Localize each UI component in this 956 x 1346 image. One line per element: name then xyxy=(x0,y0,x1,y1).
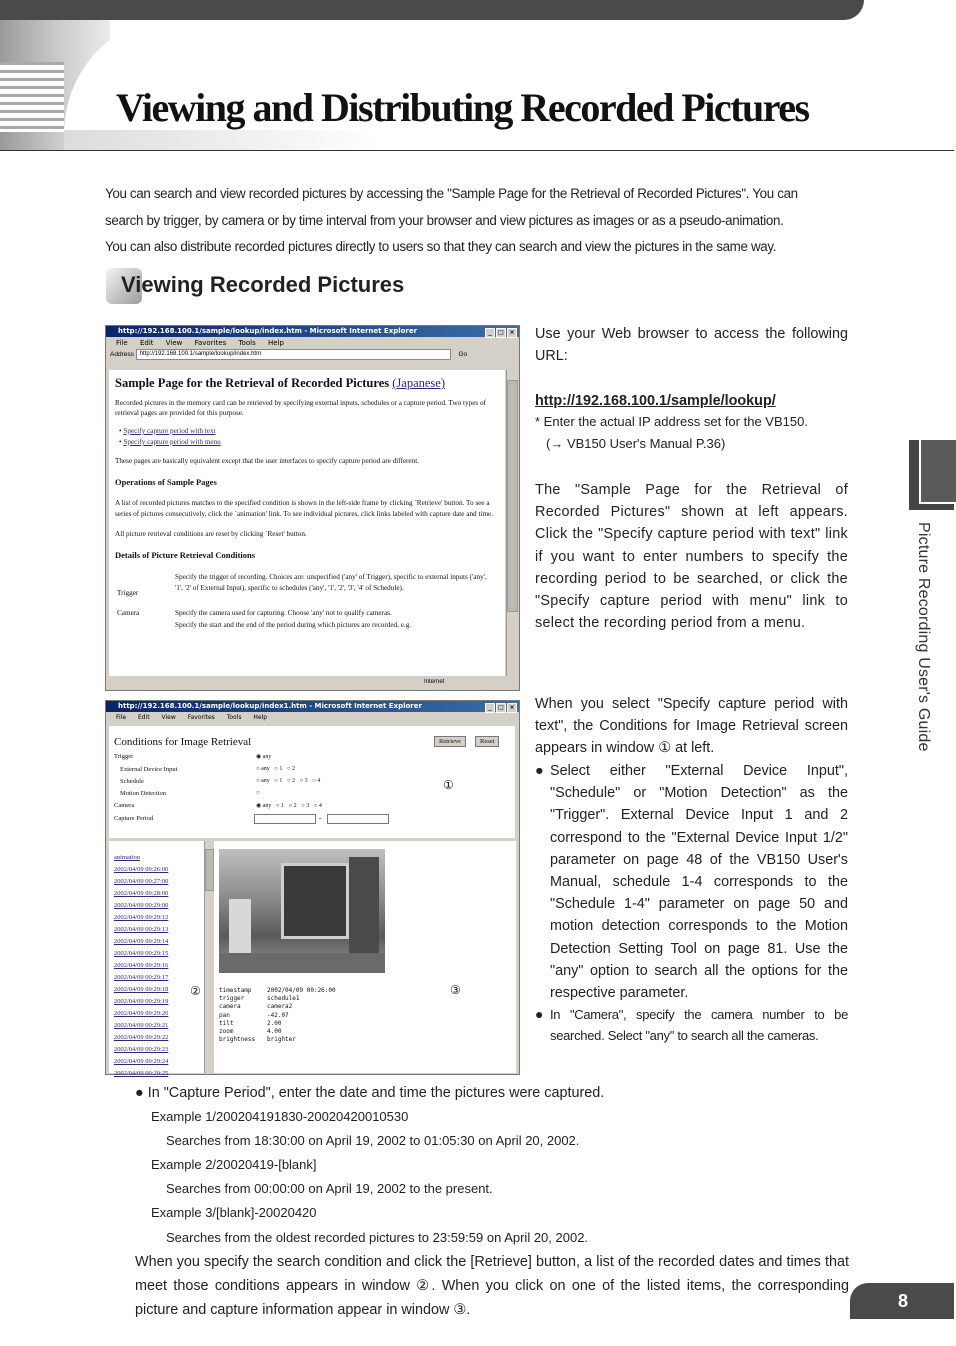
example-2-desc: Searches from 00:00:00 on April 19, 2002 to the present. xyxy=(166,1181,493,1196)
title-rule xyxy=(0,150,954,151)
capture-time-link[interactable]: 2002/04/09 00:29:16 xyxy=(114,962,169,969)
maximize-icon[interactable]: □ xyxy=(496,328,506,338)
row-trigger-label: Trigger xyxy=(117,588,139,597)
capture-info-key: trigger xyxy=(219,995,245,1003)
details-table xyxy=(115,572,505,642)
menu-view[interactable]: View xyxy=(165,339,183,347)
capture-start-input[interactable] xyxy=(254,814,316,824)
motion-radio[interactable]: ○ xyxy=(256,790,260,796)
close-icon-2[interactable]: × xyxy=(507,703,517,713)
url-instruction: Use your Web browser to access the following URL: xyxy=(535,326,848,365)
operations-heading: Operations of Sample Pages xyxy=(115,477,217,487)
capture-info-value: -42.07 xyxy=(267,1011,289,1019)
capture-info-value: 2002/04/09 00:26:00 xyxy=(267,987,336,994)
trigger-bullet-text: Select either "External Device Input", "Schedule" or "Motion Detection" as the "Trigger". External Device Input 1 and 2 correspond to the "External Device Input 1/2" parameter on page 48 of the VB150 User's Manual, schedule 1-4 corresponds to the "Schedule 1-4" parameter on page 50 and motion detection corresponds to the Motion Detection Setting Tool on page 81. Use the "any" option to search all the options for the respective parameter. xyxy=(550,763,848,1002)
reset-button[interactable]: Reset xyxy=(475,736,499,747)
example-3: Example 3/[blank]-20020420 xyxy=(151,1205,317,1220)
capture-time-link[interactable]: 2002/04/09 00:29:12 xyxy=(114,914,169,921)
section-title: Viewing Recorded Pictures xyxy=(121,272,405,297)
trigger-radios[interactable]: ◉ any xyxy=(256,754,272,760)
capture-info-row xyxy=(219,1028,336,1036)
address-label: Address xyxy=(110,351,134,359)
trigger-bullet-item xyxy=(535,760,848,1004)
bullet-icon: ● xyxy=(535,1006,544,1022)
details-heading: Details of Picture Retrieval Conditions xyxy=(115,549,256,560)
side-tab-inner xyxy=(919,440,956,504)
reset-note: All picture retrieval conditions are reset by clicking `Reset' button. xyxy=(115,529,307,538)
bullet-icon: ● xyxy=(535,763,544,779)
schedule-radios[interactable]: ○ any ○ 1 ○ 2 ○ 3 ○ 4 xyxy=(256,778,321,784)
capture-info-row xyxy=(219,995,336,1003)
capture-info-row xyxy=(219,1003,336,1011)
retrieve-result-text: When you specify the search condition and click the [Retrieve] button, a list of the recorded dates and times that meet those conditions appears in window ②. When you click on one of the listed items, the corresponding picture and capture information appear in window ③. xyxy=(135,1254,849,1318)
title-underlay xyxy=(64,130,384,150)
side-tab-label: Picture Recording User's Guide xyxy=(915,522,932,752)
example-2: Example 2/20020419-[blank] xyxy=(151,1157,317,1172)
capture-info-value: 2.00 xyxy=(267,1019,282,1027)
capture-info-row xyxy=(219,1012,336,1020)
capture-time-link[interactable]: 2002/04/09 00:29:00 xyxy=(114,902,169,909)
capture-time-link[interactable]: 2002/04/09 00:29:15 xyxy=(114,950,169,957)
conditions-description: When you select "Specify capture period with text", the Conditions for Image Retrieval screen appears in window ① at left. xyxy=(535,696,848,757)
ip-note: * Enter the actual IP address set for the VB150. xyxy=(535,414,808,429)
operations-text: A list of recorded pictures matches to the specified condition is shown in the left-side frame by clicking `Retrieve' button. To see a series of pictures consecutively, click the `animation' link. To see individual pictures, click links labeled with capture date and time. xyxy=(115,499,494,519)
menu-tools[interactable]: Tools xyxy=(238,339,256,347)
menu-help[interactable]: Help xyxy=(267,339,284,347)
capture-info xyxy=(219,987,336,1044)
capture-time-link[interactable]: 2002/04/09 00:29:19 xyxy=(114,998,169,1005)
window-title-2: http://192.168.100.1/sample/lookup/index1.htm - Microsoft Internet Explorer xyxy=(118,702,422,710)
window-marker-1: ① xyxy=(443,778,454,792)
capture-time-link[interactable]: 2002/04/09 00:29:22 xyxy=(114,1034,169,1041)
window-titlebar xyxy=(106,326,519,337)
capture-time-link[interactable]: 2002/04/09 00:29:23 xyxy=(114,1046,169,1053)
row-camera-label: Camera xyxy=(117,608,140,617)
capture-info-row xyxy=(219,1036,336,1044)
menu-help-2[interactable]: Help xyxy=(253,714,268,721)
sample-page-note: These pages are basically equivalent except that the user interfaces to specify capture period are different. xyxy=(115,457,419,465)
menu-file[interactable]: File xyxy=(116,339,128,347)
window-marker-2: ② xyxy=(190,984,201,998)
capture-info-key: tilt xyxy=(219,1019,234,1027)
address-bar xyxy=(106,349,519,361)
header-stripes xyxy=(0,62,64,132)
menu-view-2[interactable]: View xyxy=(161,714,176,721)
row-period-text: Specify the start and the end of the period during which pictures are recorded, e.g. xyxy=(175,620,412,629)
capture-info-row xyxy=(219,1020,336,1028)
camera-label: Camera xyxy=(114,802,135,809)
capture-time-link[interactable]: 2002/04/09 00:27:00 xyxy=(114,878,169,885)
capture-time-link[interactable]: 2002/04/09 00:29:24 xyxy=(114,1058,169,1065)
ext-label: External Device Input xyxy=(120,766,178,773)
capture-time-link[interactable]: 2002/04/09 00:29:18 xyxy=(114,986,169,993)
close-icon[interactable]: × xyxy=(507,328,517,338)
motion-label: Motion Detection xyxy=(120,790,167,797)
sample-page-heading: Sample Page for the Retrieval of Recorded Pictures xyxy=(115,376,390,390)
minimize-icon-2[interactable]: _ xyxy=(485,703,495,713)
window-title: http://192.168.100.1/sample/lookup/index.htm - Microsoft Internet Explorer xyxy=(118,327,418,335)
conditions-frame xyxy=(109,726,515,838)
capture-period-bullet xyxy=(135,1081,849,1105)
example-1-desc: Searches from 18:30:00 on April 19, 2002 to 01:05:30 on April 20, 2002. xyxy=(166,1133,580,1148)
trigger-label: Trigger xyxy=(114,753,134,760)
capture-info-value: 4.00 xyxy=(267,1028,282,1036)
capture-info-value: schedule1 xyxy=(267,995,300,1003)
menu-bar xyxy=(106,337,519,349)
capture-period-label: Capture Period xyxy=(114,815,154,822)
example-3-desc: Searches from the oldest recorded pictures to 23:59:59 on April 20, 2002. xyxy=(166,1230,589,1245)
capture-info-key: zoom xyxy=(219,1028,234,1036)
sample-page-content: Sample Page for the Retrieval of Recorded Pictures (Japanese) Recorded pictures in the memory card can be retrieved by specifying external inputs, schedules or a capture period. Two types of retrieval pages are provided for this purpose. • Specify capture period with text • Specify capture period with menu These pages are basically equivalent except that the user interfaces to specify capture period are different. Operations of Sample Pages A list of recorded pictures matches to the specified condition is shown in the left-side frame by clicking `Retrieve' button. To see a series of pictures consecutively, click the `animation' link. To see individual pictures, click links labeled with capture date and time. All picture retrieval conditions are reset by clicking `Reset' button. Details of Picture Retrieval Conditions Trigger Specify the trigger of recording. Choices are: unspecified ('any' of Trigger), specific to external inputs ('any', '1', '2' of External Input), specific to schedules ('any', '1', '2', '3', '4' of Schedule). Camera Specify the camera used for capturing. Choose 'any' not to qualify cameras. Specify the start and the end of the period during which pictures are recorded, e.g. xyxy=(109,370,505,676)
capture-time-link[interactable]: 2002/04/09 00:29:21 xyxy=(114,1022,169,1029)
camera-bullet-item xyxy=(535,1004,848,1046)
captured-picture[interactable] xyxy=(219,849,385,973)
conditions-heading: Conditions for Image Retrieval xyxy=(114,736,252,748)
header-top-bar xyxy=(90,0,864,20)
capture-period-text: In "Capture Period", enter the date and time the pictures were captured. xyxy=(147,1085,605,1101)
capture-time-link[interactable]: 2002/04/09 00:29:14 xyxy=(114,938,169,945)
picture-frame xyxy=(214,841,516,1073)
intro-line-1: You can search and view recorded pictures by accessing the "Sample Page for the Retrieval of Recorded Pictures". You can xyxy=(105,186,798,201)
capture-time-link[interactable]: 2002/04/09 00:29:25 xyxy=(114,1070,169,1077)
browser-window-sample-page xyxy=(105,325,520,691)
capture-time-link[interactable]: 2002/04/09 00:26:00 xyxy=(114,866,169,873)
capture-info-key: pan xyxy=(219,1011,230,1019)
page-number: 8 xyxy=(898,1291,909,1311)
link-capture-period-text[interactable]: Specify capture period with text xyxy=(123,427,216,435)
row-trigger-text: Specify the trigger of recording. Choices are: unspecified ('any' of Trigger), specific to external inputs ('any', '1', '2' of External Input), specific to schedules ('any', '1', '2', '3', '4' of Schedule). xyxy=(175,572,487,592)
capture-info-row xyxy=(219,987,336,995)
minimize-icon[interactable]: _ xyxy=(485,328,495,338)
intro-line-2: search by trigger, by camera or by time interval from your browser and view pictures as images or as a pseudo-animation. xyxy=(105,213,784,228)
maximize-icon-2[interactable]: □ xyxy=(496,703,506,713)
capture-end-input[interactable] xyxy=(327,814,389,824)
capture-info-value: brighter xyxy=(267,1036,296,1044)
capture-time-link[interactable]: 2002/04/09 00:28:00 xyxy=(114,890,169,897)
internet-zone-label: Internet xyxy=(424,679,445,685)
browser-window-retrieval xyxy=(105,700,520,1075)
capture-info-key: camera xyxy=(219,1003,241,1011)
schedule-label: Schedule xyxy=(120,778,144,785)
manual-reference: (→ VB150 User's Manual P.36) xyxy=(546,436,726,451)
vertical-scrollbar[interactable] xyxy=(506,370,518,676)
retrieve-button[interactable]: Retrieve xyxy=(434,736,466,747)
menu-bar-2 xyxy=(106,712,519,724)
window-titlebar-2 xyxy=(106,701,519,712)
status-bar xyxy=(106,677,519,689)
capture-dash: - xyxy=(319,814,322,822)
capture-info-value: camera2 xyxy=(267,1003,293,1011)
example-1: Example 1/200204191830-20020420010530 xyxy=(151,1109,409,1124)
address-field[interactable]: http://192.168.100.1/sample/lookup/index.htm xyxy=(136,349,451,360)
list-scrollbar[interactable] xyxy=(204,841,214,1073)
capture-info-key: timestamp xyxy=(219,987,252,994)
sample-page-intro: Recorded pictures in the memory card can be retrieved by specifying external inputs, schedules or a capture period. Two types of retrieval pages are provided for this purpose. xyxy=(115,399,486,417)
menu-favorites-2[interactable]: Favorites xyxy=(187,714,215,721)
page-title: Viewing and Distributing Recorded Pictures xyxy=(116,85,809,130)
animation-link[interactable]: animation xyxy=(114,854,140,861)
intro-line-3: You can also distribute recorded pictures directly to users so that they can search and view the pictures in the same way. xyxy=(105,239,777,254)
camera-radios[interactable]: ◉ any ○ 1 ○ 2 ○ 3 ○ 4 xyxy=(256,803,322,809)
row-camera-text: Specify the camera used for capturing. Choose 'any' not to qualify cameras. xyxy=(175,608,392,617)
capture-time-link[interactable]: 2002/04/09 00:29:20 xyxy=(114,1010,169,1017)
capture-time-link[interactable]: 2002/04/09 00:29:17 xyxy=(114,974,169,981)
japanese-link[interactable]: (Japanese) xyxy=(392,376,445,390)
bullet-icon: ● xyxy=(135,1085,144,1101)
menu-edit[interactable]: Edit xyxy=(139,339,154,347)
go-button[interactable]: Go xyxy=(458,351,468,359)
menu-edit-2[interactable]: Edit xyxy=(137,714,150,721)
camera-bullet-text: In "Camera", specify the camera number to be searched. Select "any" to search all the cameras. xyxy=(550,1007,848,1043)
sample-page-description: The "Sample Page for the Retrieval of Recorded Pictures" shown at left appears. Click the "Specify capture period with text" link if you want to enter numbers to specify the recording period to be searched, or click the "Specify capture period with menu" link to select the recording period from a menu. xyxy=(535,482,848,632)
results-list-frame xyxy=(109,841,204,1077)
window-marker-3: ③ xyxy=(450,983,461,997)
menu-favorites[interactable]: Favorites xyxy=(194,339,227,347)
link-capture-period-menu[interactable]: Specify capture period with menu xyxy=(123,438,221,446)
menu-file-2[interactable]: File xyxy=(116,714,127,721)
capture-time-link[interactable]: 2002/04/09 00:29:13 xyxy=(114,926,169,933)
capture-info-key: brightness xyxy=(219,1036,256,1044)
ext-radios[interactable]: ○ any ○ 1 ○ 2 xyxy=(256,766,296,772)
lookup-url[interactable]: http://192.168.100.1/sample/lookup/ xyxy=(535,393,776,409)
menu-tools-2[interactable]: Tools xyxy=(226,714,242,721)
